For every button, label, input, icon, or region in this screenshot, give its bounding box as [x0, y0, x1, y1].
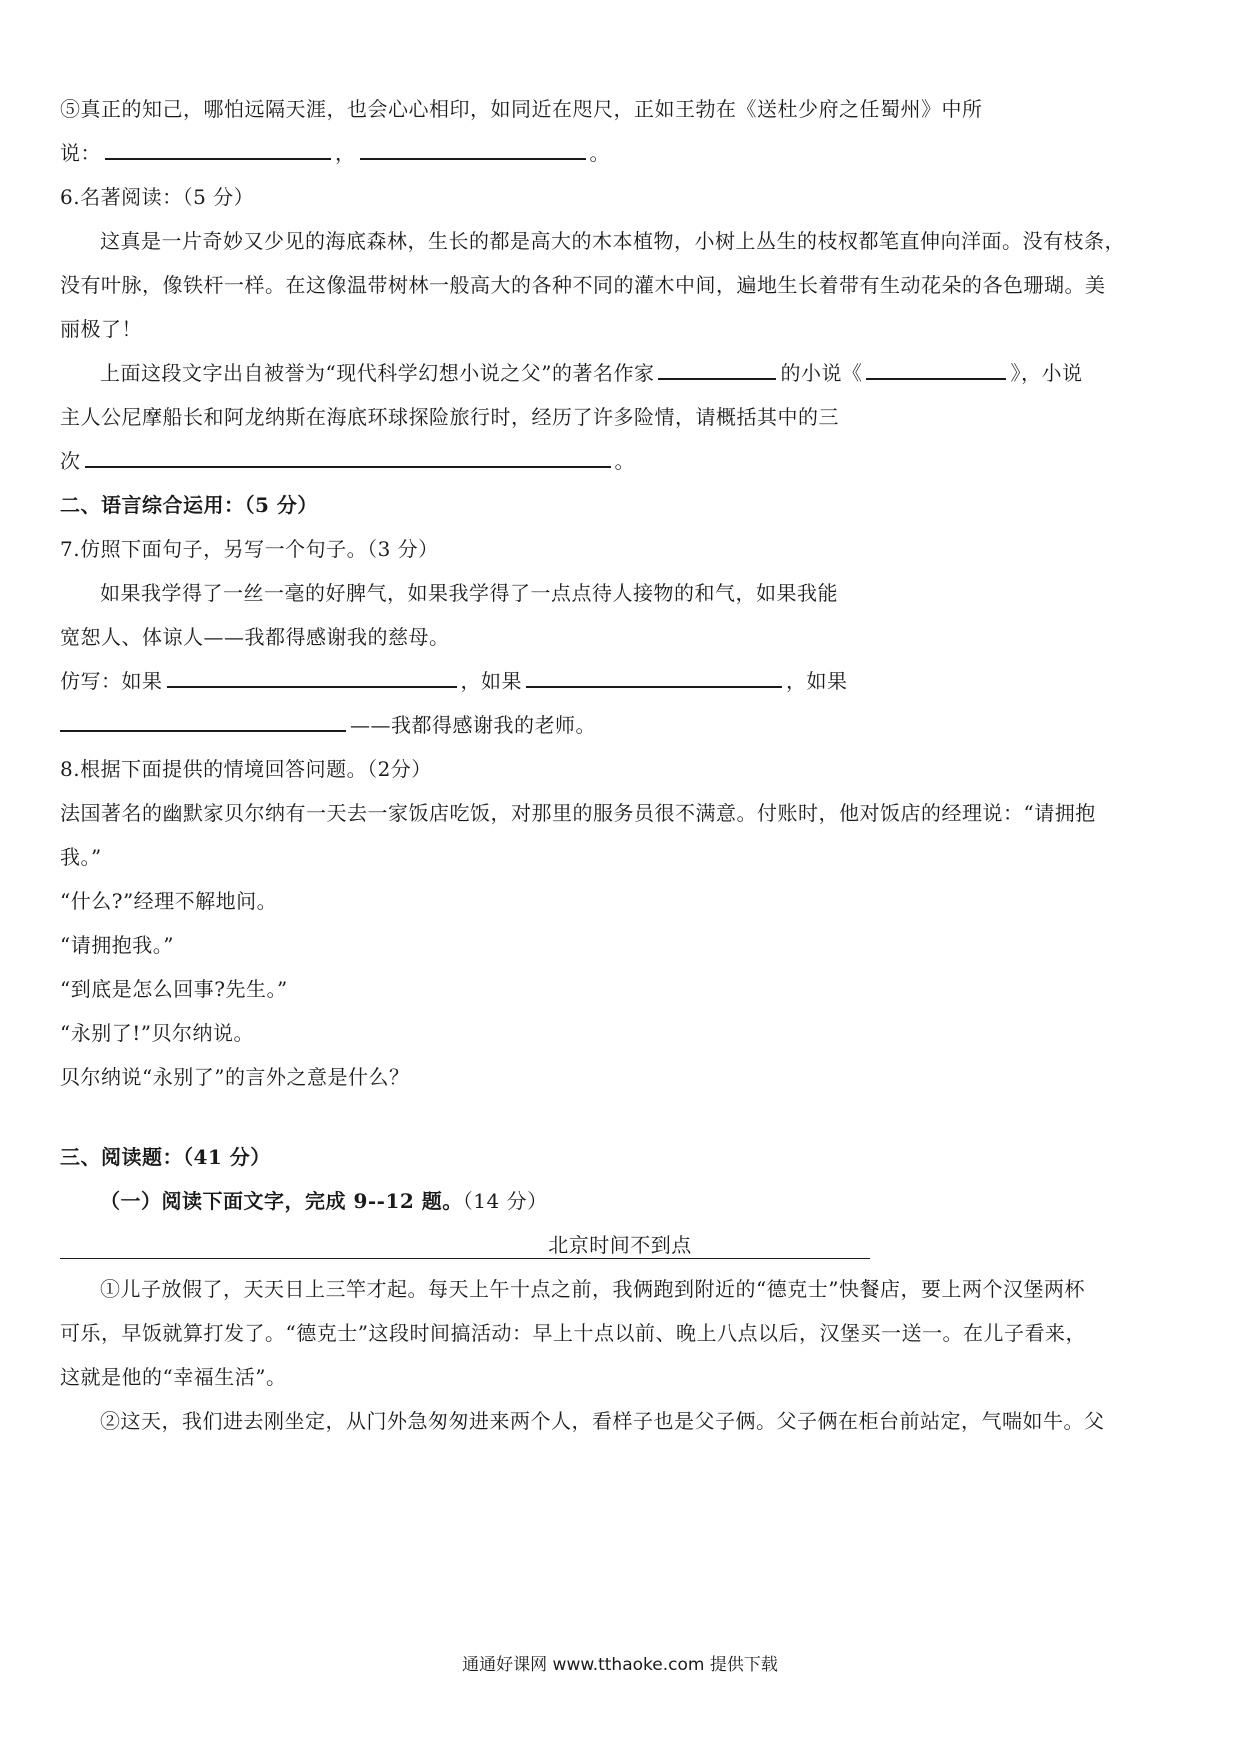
q7-ending-line: [60, 708, 1180, 742]
q5-blank-2[interactable]: [360, 138, 586, 160]
q6-passage-line3: 丽极了！: [60, 317, 142, 341]
q7-ruguo-3: ，如果: [786, 669, 848, 693]
q6-answer-blank[interactable]: [85, 446, 611, 468]
reading1-heading: [100, 1184, 1180, 1218]
q5-comma: ，: [335, 141, 356, 165]
q5-period: 。: [589, 141, 610, 165]
q8-story-line3: “什么?”经理不解地问。: [60, 889, 278, 913]
q6-novel-blank[interactable]: [866, 358, 1006, 380]
reading1-para2-line1: ②这天，我们进去刚坐定，从门外急匆匆进来两个人，看样子也是父子俩。父子俩在柜台前站定，气喘如牛。父: [100, 1409, 1105, 1433]
q5-line2: [60, 136, 1180, 170]
q8-story-line6: “永别了!”贝尔纳说。: [60, 1021, 254, 1045]
reading1-para1-line1: ①儿子放假了，天天日上三竿才起。每天上午十点之前，我俩跑到附近的“德克士”快餐店，要上两个汉堡两杯: [100, 1277, 1085, 1301]
q7-blank-2[interactable]: [526, 666, 782, 688]
q7-heading: 7.仿照下面句子，另写一个句子。（3 分）: [60, 537, 439, 561]
q8-heading: 8.根据下面提供的情境回答问题。（2分）: [60, 757, 432, 781]
reading1-title: 北京时间不到点: [548, 1233, 692, 1257]
reading1-score: （14 分）: [462, 1189, 548, 1213]
q6-author-blank[interactable]: [658, 358, 776, 380]
q8-story-line2: 我。”: [60, 845, 102, 869]
q6-question-line1: [100, 356, 1180, 390]
q8-story-line4: “请拥抱我。”: [60, 933, 174, 957]
q8-story-line1: 法国著名的幽默家贝尔纳有一天去一家饭店吃饭，对那里的服务员很不满意。付账时，他对饭店的经理说：“请拥抱: [60, 801, 1096, 825]
q5-blank-1[interactable]: [105, 138, 331, 160]
q6-passage-line2: 没有叶脉，像铁杆一样。在这像温带树林一般高大的各种不同的灌木中间，遍地生长着带有生动花朵的各色珊瑚。美: [60, 273, 1106, 297]
section3-heading: 三、阅读题：（41 分）: [60, 1145, 271, 1169]
q6-question-line3: [60, 444, 1180, 478]
q5-shuo: 说：: [60, 141, 101, 165]
q5-line1: ⑤真正的知己，哪怕远隔天涯，也会心心相印，如同近在咫尺，正如王勃在《送杜少府之任蜀州》中所: [60, 97, 983, 121]
reading1-para1-line2: 可乐，早饭就算打发了。“德克士”这段时间搞活动：早上十点以前、晚上八点以后，汉堡买一送一。在儿子看来，: [60, 1321, 1086, 1345]
reading1-heading-text: （一）阅读下面文字，完成 9--12 题。: [100, 1189, 463, 1213]
q7-imitate-label: 仿写：如果: [60, 669, 163, 693]
q6-ci: 次: [60, 449, 81, 473]
q6-period: 。: [614, 449, 635, 473]
q7-example-line2: 宽恕人、体谅人——我都得感谢我的慈母。: [60, 625, 450, 649]
q7-blank-3[interactable]: [60, 710, 346, 732]
q7-example-line1: 如果我学得了一丝一毫的好脾气，如果我学得了一点点待人接物的和气，如果我能: [100, 581, 838, 605]
q7-ruguo-2: ，如果: [460, 669, 522, 693]
q7-imitate-line: [60, 664, 1180, 698]
q7-ending: ——我都得感谢我的老师。: [350, 713, 596, 737]
q6-question-line2: 主人公尼摩船长和阿龙纳斯在海底环球探险旅行时，经历了许多险情，请概括其中的三: [60, 405, 839, 429]
q8-story-line5: “到底是怎么回事?先生。”: [60, 977, 288, 1001]
page-footer: 通通好课网 www.tthaoke.com 提供下载: [462, 1655, 778, 1675]
q6-novel-label: 的小说《: [780, 361, 863, 385]
q6-passage-line1: 这真是一片奇妙又少见的海底森林，生长的都是高大的木本植物，小树上丛生的枝杈都笔直伸向洋面。没有枝条，: [100, 229, 1125, 253]
section2-heading: 二、语言综合运用：（5 分）: [60, 493, 318, 517]
q8-question: 贝尔纳说“永别了”的言外之意是什么？: [60, 1065, 410, 1089]
q6-heading: 6.名著阅读：（5 分）: [60, 185, 255, 209]
q6-novel-suffix: 》，小说: [1010, 361, 1083, 385]
q6-question-text: 上面这段文字出自被誉为“现代科学幻想小说之父”的著名作家: [100, 361, 655, 385]
q7-blank-1[interactable]: [167, 666, 457, 688]
reading1-para1-line3: 这就是他的“幸福生活”。: [60, 1365, 287, 1389]
